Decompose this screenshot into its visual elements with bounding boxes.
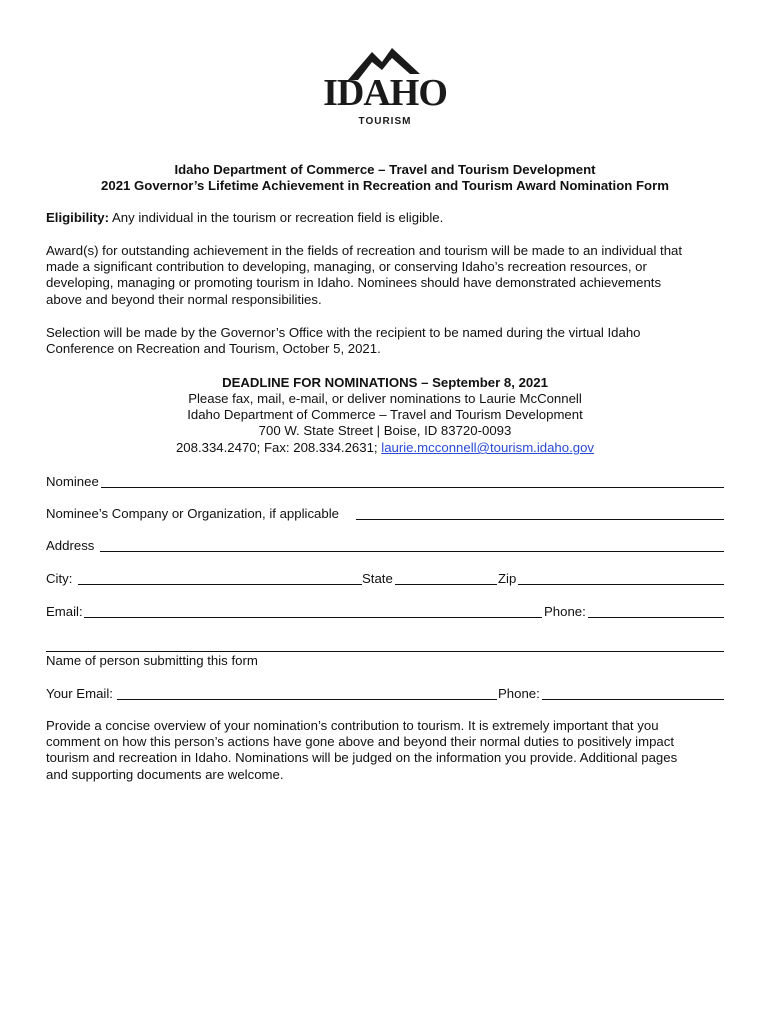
phone-label: Phone: (544, 604, 586, 619)
logo-wordmark: IDAHO (323, 72, 447, 114)
overview-line: and supporting documents are welcome. (46, 766, 284, 782)
nominee-label: Nominee (46, 474, 99, 489)
award-line: developing, managing or promoting tourism in Idaho. Nominees should have demonstrated achievements (46, 275, 662, 291)
overview-line: comment on how this person’s actions have gone above and beyond their normal duties to positively impact (46, 734, 674, 750)
zip-label: Zip (498, 571, 517, 586)
state-field[interactable] (395, 584, 497, 585)
deadline-address: 700 W. State Street | Boise, ID 83720-0093 (258, 423, 512, 438)
logo-subtitle: TOURISM (358, 116, 412, 127)
selection-line: Selection will be made by the Governor’s Office with the recipient to be named during the virtual Idaho (46, 325, 641, 340)
deadline-instructions: Please fax, mail, e-mail, or deliver nominations to Laurie McConnell (188, 391, 582, 406)
company-label: Nominee’s Company or Organization, if applicable (46, 506, 339, 521)
your-phone-field[interactable] (542, 699, 724, 700)
submitter-name-label: Name of person submitting this form (46, 653, 258, 668)
deadline-heading: DEADLINE FOR NOMINATIONS – September 8, 2021 (222, 375, 548, 390)
deadline-phone-fax: 208.334.2470; Fax: 208.334.2631; (175, 440, 382, 455)
selection-paragraph (46, 325, 722, 357)
company-field[interactable] (356, 519, 724, 520)
nominee-field[interactable] (101, 487, 724, 488)
award-line: above and beyond their normal responsibilities. (46, 291, 322, 307)
award-paragraph (46, 243, 722, 308)
idaho-tourism-logo (320, 44, 450, 130)
overview-line: tourism and recreation in Idaho. Nominations will be judged on the information you provide. Additional pages (46, 750, 678, 766)
header-line-1: Idaho Department of Commerce – Travel and Tourism Development (174, 162, 596, 177)
overview-line: Provide a concise overview of your nomination’s contribution to tourism. It is extremely important that you (46, 718, 659, 733)
city-field[interactable] (78, 584, 362, 585)
address-field[interactable] (100, 551, 724, 552)
deadline-organization: Idaho Department of Commerce – Travel and Tourism Development (187, 407, 583, 422)
city-label: City: (46, 571, 73, 586)
email-field[interactable] (84, 617, 542, 618)
your-email-label: Your Email: (46, 686, 113, 701)
submitter-name-field[interactable] (46, 651, 724, 652)
phone-field[interactable] (588, 617, 724, 618)
eligibility-label: Eligibility: (46, 210, 110, 225)
state-label: State (362, 571, 393, 586)
deadline-contact (0, 440, 770, 455)
email-label: Email: (46, 604, 83, 619)
eligibility-text: Any individual in the tourism or recreation field is eligible. (109, 210, 444, 225)
address-label: Address (46, 538, 95, 553)
your-email-field[interactable] (117, 699, 497, 700)
award-line: made a significant contribution to developing, managing, or conserving Idaho’s recreation resources, or (46, 259, 647, 275)
overview-paragraph (46, 718, 722, 783)
header-line-2: 2021 Governor’s Lifetime Achievement in Recreation and Tourism Award Nomination Form (101, 178, 669, 193)
eligibility-paragraph (46, 210, 722, 226)
zip-field[interactable] (518, 584, 724, 585)
deadline-email-link[interactable]: laurie.mcconnell@tourism.idaho.gov (381, 440, 595, 455)
award-line: Award(s) for outstanding achievement in the fields of recreation and tourism will be made to an individual that (46, 243, 683, 258)
selection-line: Conference on Recreation and Tourism, October 5, 2021. (46, 341, 381, 357)
your-phone-label: Phone: (498, 686, 540, 701)
